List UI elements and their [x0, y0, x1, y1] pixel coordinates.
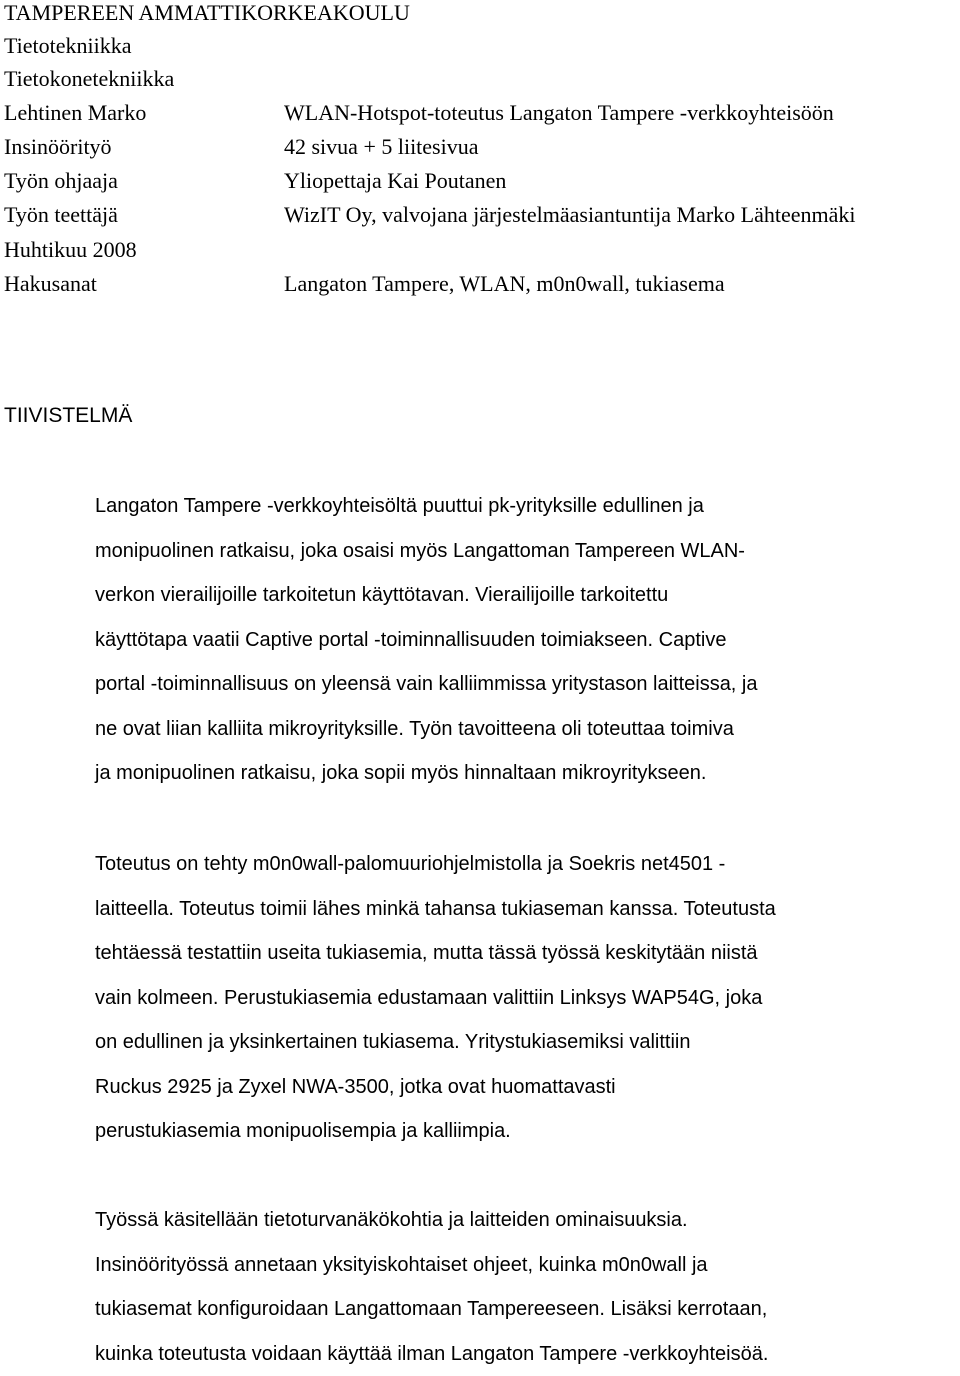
meta-row-author — [0, 100, 960, 130]
meta-label: Lehtinen Marko — [4, 100, 146, 126]
department-name: Tietotekniikka — [4, 33, 132, 59]
meta-value: Langaton Tampere, WLAN, m0n0wall, tukiasema — [284, 271, 725, 297]
abstract-paragraph-3 — [95, 1198, 768, 1376]
meta-value: Yliopettaja Kai Poutanen — [284, 168, 506, 194]
paragraph-line: vain kolmeen. Perustukiasemia edustamaan valittiin Linksys WAP54G, joka — [95, 976, 776, 1021]
paragraph-line: portal -toiminnallisuus on yleensä vain kalliimmissa yritystason laitteissa, ja — [95, 662, 758, 707]
meta-row-commissioner — [0, 202, 960, 232]
paragraph-line: laitteella. Toteutus toimii lähes minkä tahansa tukiaseman kanssa. Toteutusta — [95, 887, 776, 932]
meta-value: 42 sivua + 5 liitesivua — [284, 134, 479, 160]
meta-label: Insinöörityö — [4, 134, 112, 160]
abstract-paragraph-1 — [95, 484, 758, 796]
paragraph-line: tukiasemat konfiguroidaan Langattomaan Tampereeseen. Lisäksi kerrotaan, — [95, 1287, 768, 1332]
paragraph-line: ja monipuolinen ratkaisu, joka sopii myös hinnaltaan mikroyritykseen. — [95, 751, 758, 796]
meta-label: Työn ohjaaja — [4, 168, 118, 194]
paragraph-line: käyttötapa vaatii Captive portal -toiminnallisuuden toimiakseen. Captive — [95, 618, 758, 663]
institution-name: TAMPEREEN AMMATTIKORKEAKOULU — [4, 0, 410, 26]
paragraph-line: on edullinen ja yksinkertainen tukiasema. Yritystukiasemiksi valittiin — [95, 1020, 776, 1065]
paragraph-line: Työssä käsitellään tietoturvanäkökohtia ja laitteiden ominaisuuksia. — [95, 1198, 768, 1243]
abstract-title: TIIVISTELMÄ — [4, 403, 132, 429]
meta-label: Huhtikuu 2008 — [4, 237, 137, 263]
abstract-paragraph-2 — [95, 842, 776, 1154]
meta-value: WizIT Oy, valvojana järjestelmäasiantuntija Marko Lähteenmäki — [284, 202, 856, 228]
paragraph-line: Insinöörityössä annetaan yksityiskohtaiset ohjeet, kuinka m0n0wall ja — [95, 1243, 768, 1288]
paragraph-line: monipuolinen ratkaisu, joka osaisi myös Langattoman Tampereen WLAN- — [95, 529, 758, 574]
meta-row-supervisor — [0, 168, 960, 198]
meta-label: Työn teettäjä — [4, 202, 118, 228]
paragraph-line: ne ovat liian kalliita mikroyrityksille. Työn tavoitteena oli toteuttaa toimiva — [95, 707, 758, 752]
program-name: Tietokonetekniikka — [4, 66, 174, 92]
meta-label: Hakusanat — [4, 271, 97, 297]
meta-row-date — [0, 237, 960, 267]
meta-value: WLAN-Hotspot-toteutus Langaton Tampere -verkkoyhteisöön — [284, 100, 834, 126]
paragraph-line: tehtäessä testattiin useita tukiasemia, mutta tässä työssä keskitytään niistä — [95, 931, 776, 976]
paragraph-line: kuinka toteutusta voidaan käyttää ilman Langaton Tampere -verkkoyhteisöä. — [95, 1332, 768, 1376]
paragraph-line: Langaton Tampere -verkkoyhteisöltä puuttui pk-yrityksille edullinen ja — [95, 484, 758, 529]
meta-row-work-type — [0, 134, 960, 164]
paragraph-line: Ruckus 2925 ja Zyxel NWA-3500, jotka ovat huomattavasti — [95, 1065, 776, 1110]
meta-row-keywords — [0, 271, 960, 301]
paragraph-line: verkon vierailijoille tarkoitetun käyttötavan. Vierailijoille tarkoitettu — [95, 573, 758, 618]
paragraph-line: perustukiasemia monipuolisempia ja kalliimpia. — [95, 1109, 776, 1154]
paragraph-line: Toteutus on tehty m0n0wall-palomuuriohjelmistolla ja Soekris net4501 - — [95, 842, 776, 887]
